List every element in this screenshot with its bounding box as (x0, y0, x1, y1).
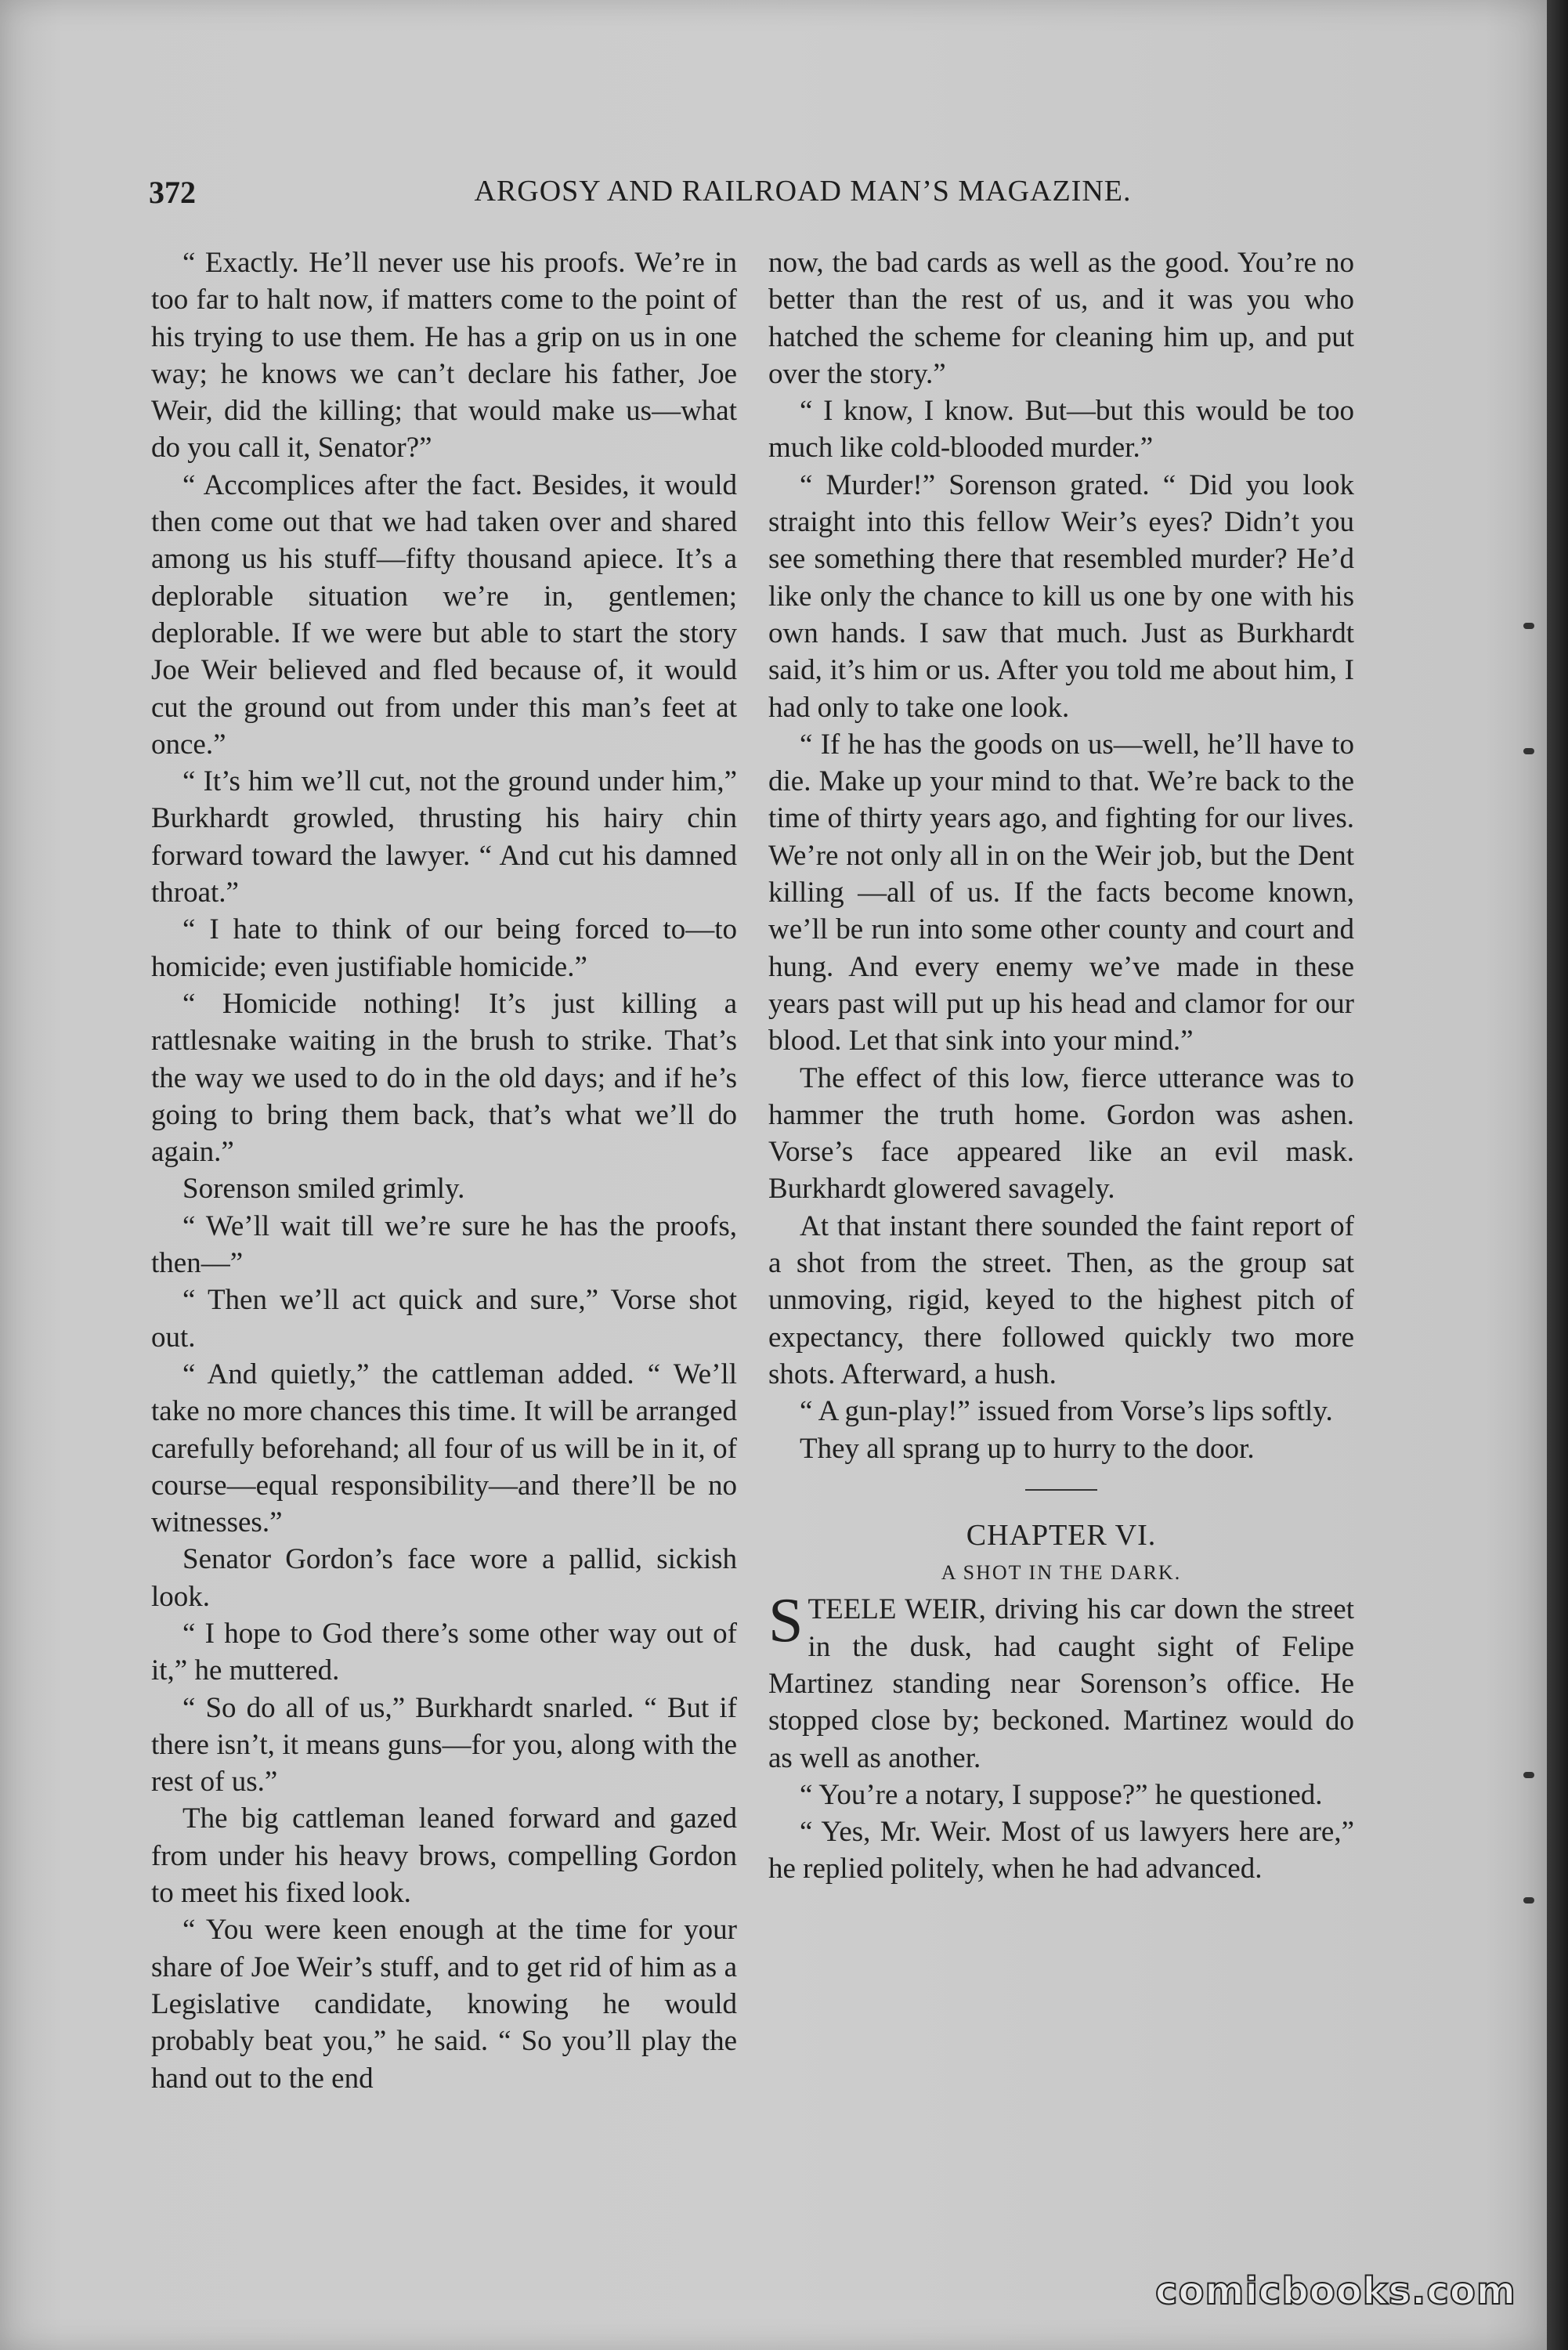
paragraph: “ Yes, Mr. Weir. Most of us lawyers here are,” he replied politely, when he had advanced. (768, 1816, 1354, 1885)
paragraph: “ I hate to think of our being forced to—to homicide; even justifiable homicide.” (151, 913, 737, 983)
paragraph: The big cattleman leaned forward and gazed from under his heavy brows, compelling Gordon to meet his fixed look. (151, 1802, 737, 1910)
opening-text: TEELE WEIR, driving his car down the street in the dusk, had caught sight of Felipe Martinez standing near Sorenson’s office. He stopped close by; beckoned. Martinez would do as well as another. (768, 1593, 1354, 1774)
paragraph: “ Accomplices after the fact. Besides, it would then come out that we had taken over and shared among us his stuff—fifty thousand apiece. It’s a deplorable situation we’re in, gentlemen; deplorable. If we were but able to start the story Joe Weir believed and fled because of, it would cut the ground out from under this man’s feet at once.” (151, 468, 737, 761)
page-number: 372 (149, 175, 196, 210)
right-column (768, 244, 1354, 1888)
paragraph: “ A gun-play!” issued from Vorse’s lips softly. (800, 1395, 1333, 1428)
chapter-heading: CHAPTER VI. (966, 1518, 1157, 1552)
paragraph: “ I know, I know. But—but this would be too much like cold-blooded murder.” (768, 395, 1354, 465)
left-column (151, 244, 737, 2097)
paragraph: “ If he has the goods on us—well, he’ll have to die. Make up your mind to that. We’re back to the time of thirty years ago, and fighting for our lives. We’re not only all in on the Weir job, but the Dent killing —all of us. If the facts become known, we’ll be run into some other county and court and hung. And every enemy we’ve made in these years past will put up his head and clamor for our blood. Let that sink into your mind.” (768, 728, 1354, 1058)
paragraph: At that instant there sounded the faint report of a shot from the street. Then, as the group sat unmoving, rigid, keyed to the highest pitch of expectancy, there followed quickly two more shots. Afterward, a hush. (768, 1209, 1354, 1390)
paragraph: The effect of this low, fierce utterance was to hammer the truth home. Gordon was ashen. Vorse’s face appeared like an evil mask. Burkhardt glowered savagely. (768, 1061, 1354, 1206)
paragraph: “ It’s him we’ll cut, not the ground under him,” Burkhardt growled, thrusting his hairy chin forward toward the lawyer. “ And cut his damned throat.” (151, 765, 737, 909)
paragraph: now, the bad cards as well as the good. You’re no better than the rest of us, and it was you who hatched the scheme for cleaning him up, and put over the story.” (768, 247, 1354, 390)
page-header (149, 174, 1363, 221)
paragraph: “ Homicide nothing! It’s just killing a rattlesnake waiting in the brush to strike. That’s the way we used to do in the old days; and if he’s going to bring them back, that’s what we’ll do again.” (151, 987, 737, 1169)
binding-mark (1523, 623, 1534, 629)
paragraph: “ I hope to God there’s some other way out of it,” he muttered. (151, 1617, 737, 1687)
chapter-subtitle: A SHOT IN THE DARK. (941, 1561, 1182, 1585)
paragraph: “ We’ll wait till we’re sure he has the proofs, then—” (151, 1209, 737, 1280)
binding-mark (1523, 1897, 1534, 1904)
paragraph: Sorenson smiled grimly. (182, 1173, 465, 1206)
paragraph: “ So do all of us,” Burkhardt snarled. “ But if there isn’t, it means guns—for you, along with the rest of us.” (151, 1691, 737, 1799)
paragraph: “ And quietly,” the cattleman added. “ We’ll take no more chances this time. It will be arranged carefully beforehand; all four of us will be in it, of course—equal responsibility—and there’ll be no witnesses.” (151, 1358, 737, 1539)
paragraph: “ Murder!” Sorenson grated. “ Did you look straight into this fellow Weir’s eyes? Didn’t you see something there that resembled murder? He’d like only the chance to kill us one by one with his own hands. I saw that much. Just as Burkhardt said, it’s him or us. After you told me about him, I had only to take one look. (768, 468, 1354, 724)
drop-cap: S (768, 1586, 804, 1656)
binding-mark (1523, 748, 1534, 754)
binding-mark (1523, 1772, 1534, 1778)
scan-edge (1547, 0, 1568, 2350)
watermark-logo: comicbooks.com (1155, 2269, 1516, 2313)
paragraph: “ Exactly. He’ll never use his proofs. We’re in too far to halt now, if matters come to the point of his trying to use them. He has a grip on us in one way; he knows we can’t declare his father, Joe Weir, did the killing; that would make us—what do you call it, Senator?” (151, 247, 737, 465)
section-divider (1025, 1489, 1097, 1491)
paragraph: “ You’re a notary, I suppose?” he questioned. (800, 1778, 1323, 1811)
paragraph: Senator Gordon’s face wore a pallid, sickish look. (151, 1543, 737, 1613)
running-title: ARGOSY AND RAILROAD MAN’S MAGAZINE. (474, 175, 1132, 208)
paragraph: “ Then we’ll act quick and sure,” Vorse shot out. (151, 1284, 737, 1354)
paragraph: They all sprang up to hurry to the door. (800, 1432, 1255, 1465)
chapter-opening-paragraph (768, 1586, 1354, 1776)
paragraph: “ You were keen enough at the time for your share of Joe Weir’s stuff, and to get rid of him as a Legislative candidate, knowing he would probably beat you,” he said. “ So you’ll play the hand out to the end (151, 1914, 737, 2095)
